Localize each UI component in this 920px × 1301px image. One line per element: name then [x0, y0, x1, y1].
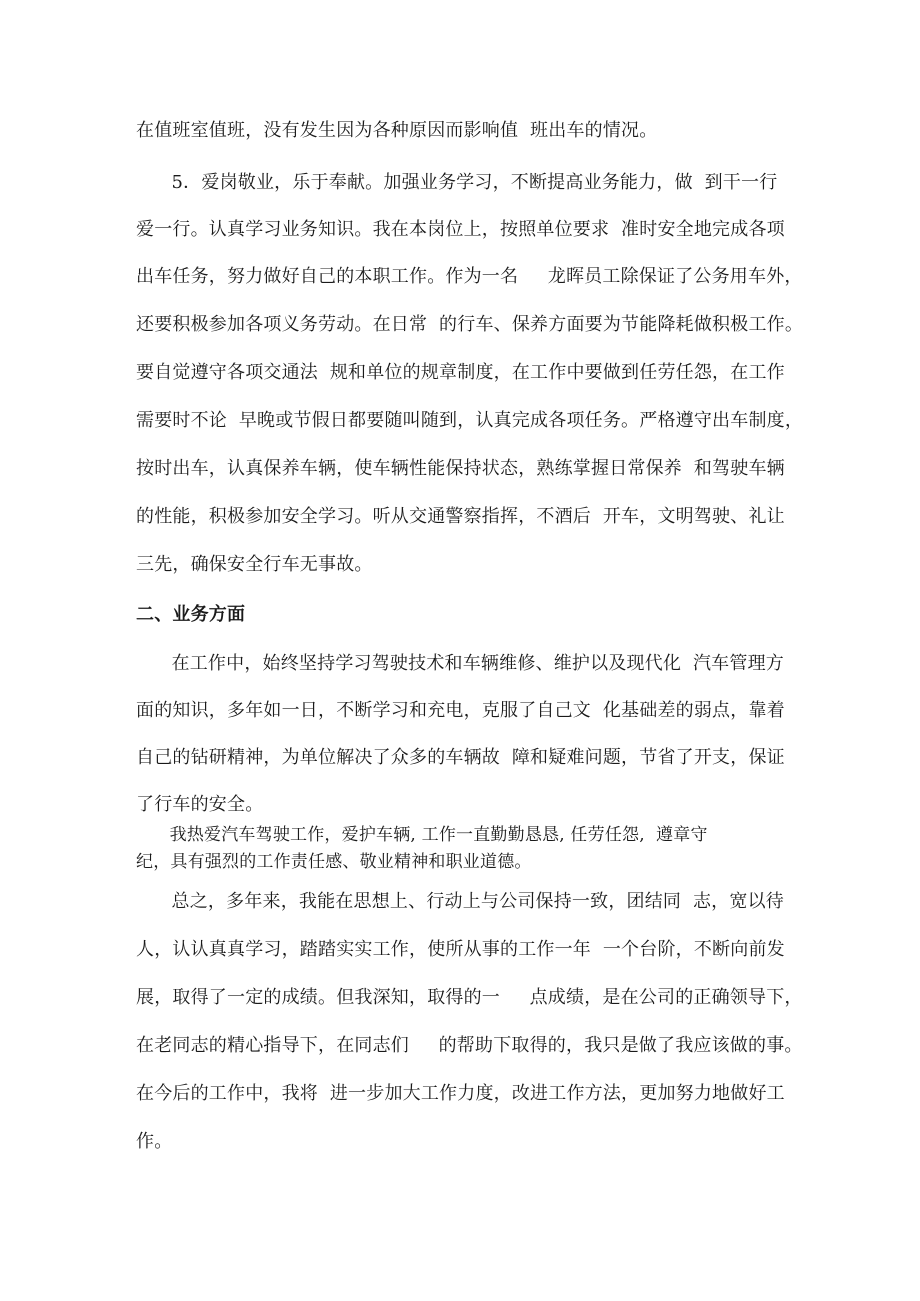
text-line: 在值班室值班，没有发生因为各种原因而影响值 班出车的情况。	[136, 120, 658, 141]
text-line: 要自觉遵守各项交通法 规和单位的规章制度，在工作中要做到任劳任怨，在工作	[136, 362, 785, 383]
text-line: 了行车的安全。	[136, 794, 264, 815]
text-line: 在老同志的精心指导下，在同志们 的帮助下取得的，我只是做了我应该做的事。	[136, 1035, 803, 1056]
text-line: 总之，多年来，我能在思想上、行动上与公司保持一致，团结同 志，宽以待	[136, 891, 784, 912]
text-line: 在工作中，始终坚持学习驾驶技术和车辆维修、维护以及现代化 汽车管理方	[136, 653, 784, 674]
text-line: 作。	[136, 1131, 173, 1152]
text-line: 自己的钻研精神，为单位解决了众多的车辆故 障和疑难问题，节省了开支，保证	[136, 747, 785, 768]
text-line: 我热爱汽车驾驶工作，爱护车辆, 工作一直勤勤恳恳, 任劳任怨, 遵章守	[136, 825, 708, 845]
text-line: 的性能，积极参加安全学习。听从交通警察指挥，不酒后 开车，文明驾驶、礼让	[136, 506, 785, 527]
text-line: 还要积极参加各项义务劳动。在日常 的行车、保养方面要为节能降耗做积极工作。	[136, 314, 804, 335]
section-heading: 二、业务方面	[136, 604, 246, 625]
text-line: 出车任务，努力做好自己的本职工作。作为一名 龙晖员工除保证了公务用车外，	[136, 266, 803, 287]
text-line: 三先，确保安全行车无事故。	[136, 554, 373, 575]
text-line: 面的知识，多年如一日，不断学习和充电，克服了自己文 化基础差的弱点，靠着	[136, 700, 785, 721]
text-line: 人，认认真真学习，踏踏实实工作，使所从事的工作一年 一个台阶，不断向前发	[136, 939, 785, 960]
text-line: 纪，具有强烈的工作责任感、敬业精神和职业道德。	[136, 852, 532, 872]
text-line: 爱一行。认真学习业务知识。我在本岗位上，按照单位要求 准时安全地完成各项	[136, 219, 785, 240]
text-line: 展，取得了一定的成绩。但我深知，取得的一 点成绩，是在公司的正确领导下，	[136, 987, 803, 1008]
text-line: 按时出车，认真保养车辆，使车辆性能保持状态，熟练掌握日常保养 和驾驶车辆	[136, 458, 785, 479]
text-line: 在今后的工作中，我将 进一步加大工作力度，改进工作方法，更加努力地做好工	[136, 1083, 785, 1104]
text-line: 需要时不论 早晚或节假日都要随叫随到，认真完成各项任务。严格遵守出车制度，	[136, 410, 804, 431]
text-line: 5．爱岗敬业，乐于奉献。加强业务学习，不断提高业务能力，做 到干一行	[136, 172, 778, 193]
